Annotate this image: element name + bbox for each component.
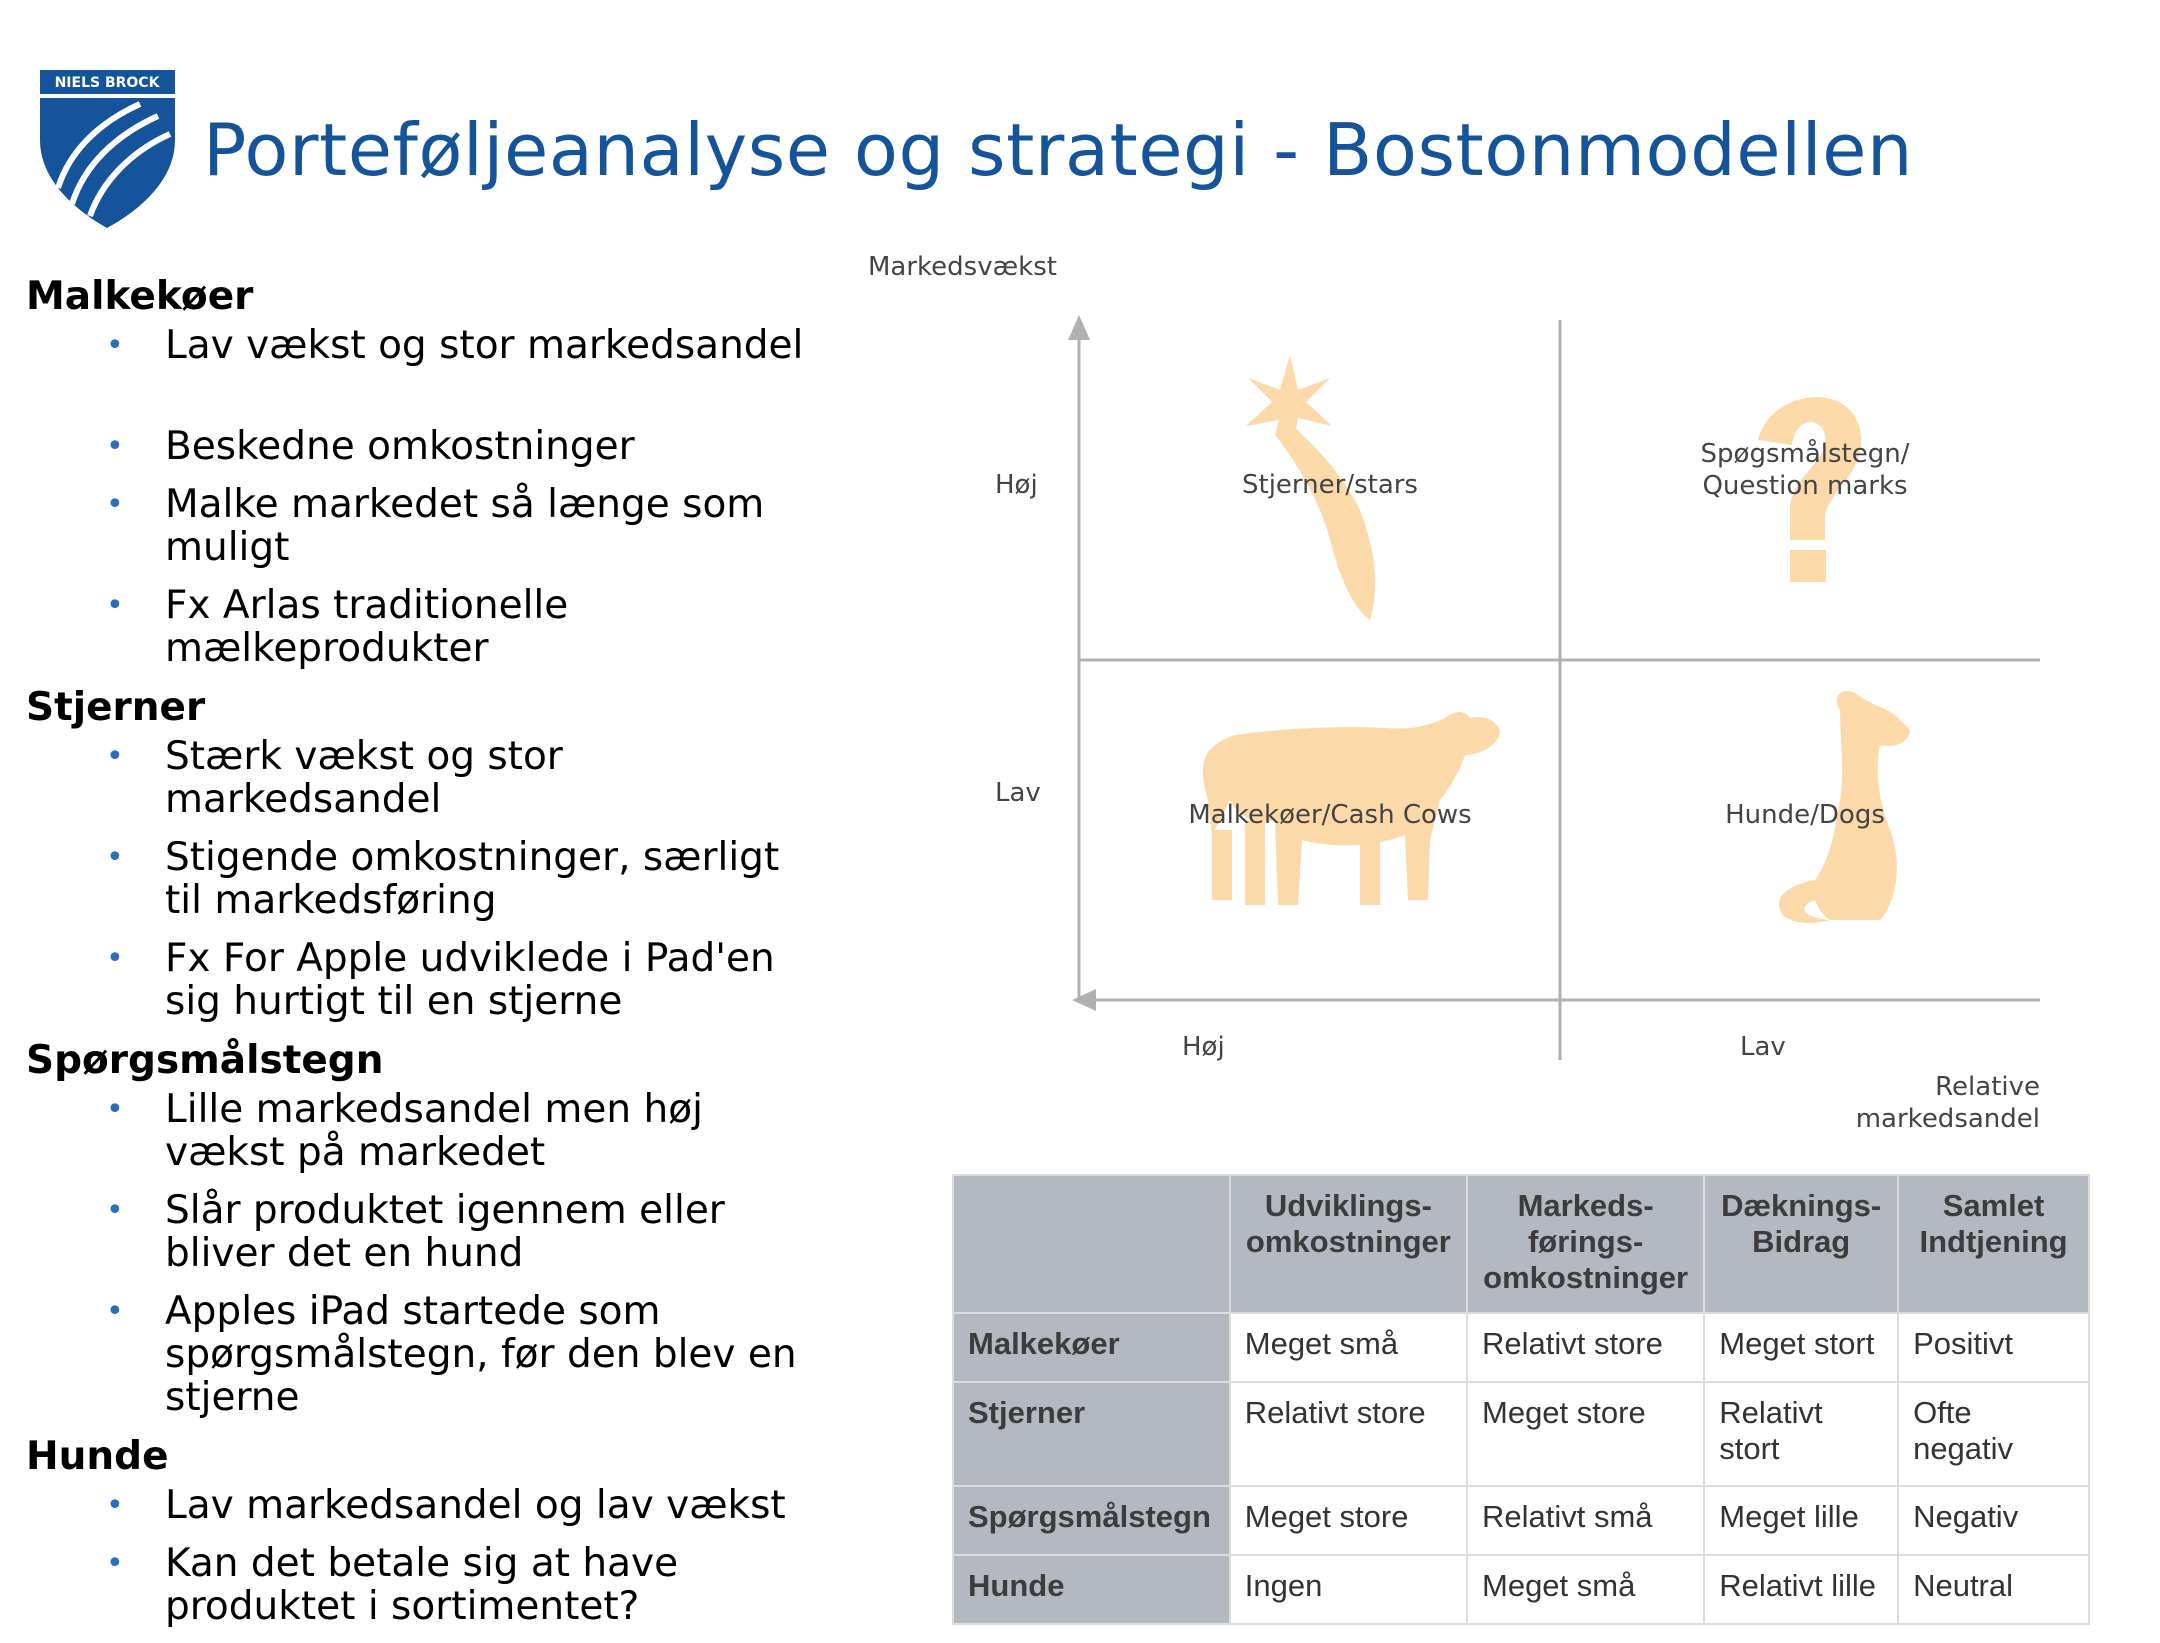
stars-label: Stjerner/stars — [1242, 470, 1418, 500]
row-label: Hunde — [953, 1555, 1230, 1624]
dogs-label: Hunde/Dogs — [1725, 800, 1885, 830]
table-cell: Neutral — [1898, 1555, 2089, 1624]
table-cell: Meget små — [1467, 1555, 1704, 1624]
bullet-item: • Stærk vækst og stor markedsandel — [106, 734, 563, 822]
question-marks-label: Spøgsmålstegn/ — [1700, 439, 1910, 469]
niels-brock-logo — [40, 70, 175, 230]
table-cell: Meget stort — [1704, 1313, 1898, 1382]
logo-text: NIELS BROCK — [54, 75, 160, 91]
table-row — [953, 1313, 2089, 1382]
bullet-dot-icon: • — [106, 1546, 124, 1581]
bullet-dot-icon: • — [106, 588, 124, 623]
y-axis-arrow-icon — [1068, 315, 1090, 340]
bullet-dot-icon: • — [106, 840, 124, 875]
table-cell: Relativt stort — [1704, 1382, 1898, 1486]
bullet-item: • Lille markedsandel men høj vækst på markedet — [106, 1087, 703, 1175]
x-axis-label: markedsandel — [1855, 1104, 2040, 1134]
bullet-dot-icon: • — [106, 1092, 124, 1127]
table-header-cell: Samlet Indtjening — [1898, 1175, 2089, 1313]
bullet-dot-icon: • — [106, 941, 124, 976]
table-cell: Relativt store — [1467, 1313, 1704, 1382]
x-axis-arrow-icon — [1072, 989, 1096, 1011]
table-cell: Meget små — [1230, 1313, 1467, 1382]
y-low-label: Lav — [995, 778, 1041, 808]
bullet-dot-icon: • — [106, 1488, 124, 1523]
table-cell: Relativt lille — [1704, 1555, 1898, 1624]
table-cell: Ingen — [1230, 1555, 1467, 1624]
y-axis-label: Markedsvækst — [868, 252, 1057, 282]
section-heading-stjerner: Stjerner — [26, 685, 206, 730]
table-cell: Positivt — [1898, 1313, 2089, 1382]
bullet-item: • Fx For Apple udviklede i Pad'en sig hurtigt til en stjerne — [106, 936, 775, 1024]
x-high-label: Høj — [1182, 1032, 1225, 1062]
table-cell: Relativt små — [1467, 1486, 1704, 1555]
bullet-item: • Lav vækst og stor markedsandel — [106, 323, 804, 368]
table-cell: Ofte negativ — [1898, 1382, 2089, 1486]
table-header-cell: Markeds- førings- omkostninger — [1467, 1175, 1704, 1313]
section-heading-hunde: Hunde — [26, 1434, 169, 1479]
bullet-item: • Apples iPad startede som spørgsmålstegn, før den blev en stjerne — [106, 1289, 797, 1420]
table-header-cell: Udviklings- omkostninger — [1230, 1175, 1467, 1313]
bullet-item: • Lav markedsandel og lav vækst — [106, 1483, 786, 1528]
boston-matrix — [840, 240, 2070, 1140]
cash-cows-label: Malkekøer/Cash Cows — [1188, 800, 1472, 830]
table-header-row — [953, 1175, 2089, 1313]
row-label: Stjerner — [953, 1382, 1230, 1486]
table-cell: Relativt store — [1230, 1382, 1467, 1486]
bullet-item: • Kan det betale sig at have produktet i sortimentet? — [106, 1541, 679, 1629]
x-low-label: Lav — [1740, 1032, 1786, 1062]
bullet-dot-icon: • — [106, 429, 124, 464]
table-cell: Meget lille — [1704, 1486, 1898, 1555]
table-header-cell — [953, 1175, 1230, 1313]
section-heading-spoergsmaalstegn: Spørgsmålstegn — [26, 1038, 384, 1083]
table-header-cell: Dæknings- Bidrag — [1704, 1175, 1898, 1313]
y-high-label: Høj — [995, 470, 1038, 500]
bullet-item: • Malke markedet så længe som muligt — [106, 482, 765, 570]
bullet-dot-icon: • — [106, 739, 124, 774]
table-row — [953, 1382, 2089, 1486]
bullet-item: • Beskedne omkostninger — [106, 424, 635, 469]
section-heading-malkekoer: Malkekøer — [26, 274, 254, 319]
bullet-item: • Slår produktet igennem eller bliver det en hund — [106, 1188, 725, 1276]
row-label: Spørgsmålstegn — [953, 1486, 1230, 1555]
table-row — [953, 1555, 2089, 1624]
bullet-item: • Stigende omkostninger, særligt til markedsføring — [106, 835, 780, 923]
bullet-dot-icon: • — [106, 487, 124, 522]
row-label: Malkekøer — [953, 1313, 1230, 1382]
bullet-list — [26, 268, 826, 1643]
question-marks-label: Question marks — [1702, 471, 1908, 501]
x-axis-label: Relative — [1935, 1072, 2040, 1102]
page-title: Porteføljeanalyse og strategi - Bostonmodellen — [203, 108, 1914, 192]
table-cell: Negativ — [1898, 1486, 2089, 1555]
bullet-dot-icon: • — [106, 1294, 124, 1329]
bullet-dot-icon: • — [106, 1193, 124, 1228]
bullet-dot-icon: • — [106, 328, 124, 363]
comparison-table — [952, 1174, 2090, 1625]
table-cell: Meget store — [1230, 1486, 1467, 1555]
bullet-item: • Fx Arlas traditionelle mælkeprodukter — [106, 583, 569, 671]
table-cell: Meget store — [1467, 1382, 1704, 1486]
table-row — [953, 1486, 2089, 1555]
